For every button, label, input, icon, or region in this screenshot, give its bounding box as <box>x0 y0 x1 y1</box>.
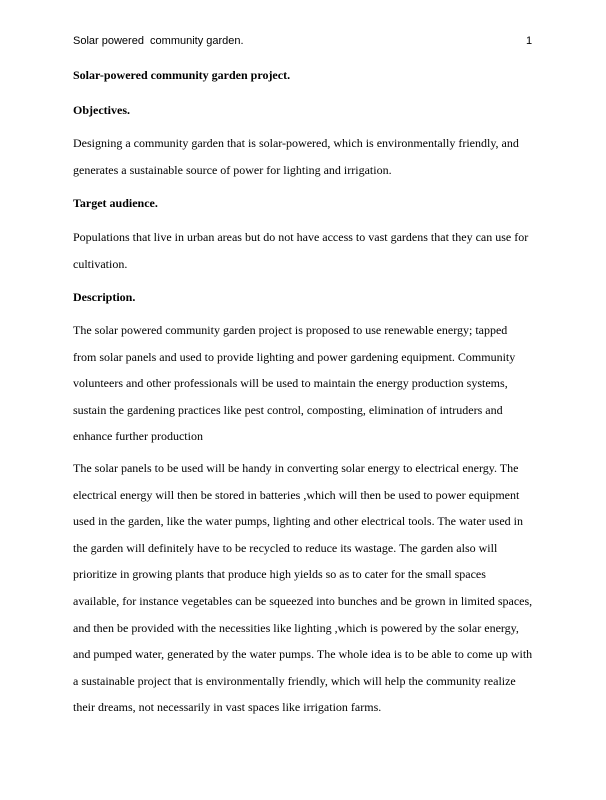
description-paragraph-1: The solar powered community garden project is proposed to use renewable energy; tapped from solar panels and used to provide lighting and power gardening equipment. Community volunteers and other professionals will be used to maintain the energy production systems, sustain the gardening practices like pest control, composting, elimination of intruders and enhance further production <box>73 323 516 444</box>
running-head: Solar powered community garden. <box>73 35 244 47</box>
target-audience-paragraph: Populations that live in urban areas but do not have access to vast gardens that they can use for cultivation. <box>73 230 529 271</box>
objectives-paragraph: Designing a community garden that is solar-powered, which is environmentally friendly, and generates a sustainable source of power for lighting and irrigation. <box>73 136 519 177</box>
page-number: 1 <box>526 35 533 47</box>
heading-target-audience: Target audience. <box>73 196 158 210</box>
description-paragraph-2: The solar panels to be used will be handy in converting solar energy to electrical energy. The electrical energy will then be stored in batteries ,which will then be used to power equipment used in the garden, like the water pumps, lighting and other electrical tools. The water used in the garden will definitely have to be recycled to reduce its wastage. The garden also will prioritize in growing plants that produce high yields so as to cater for the small spaces available, for instance vegetables can be squeezed into bunches and be grown in limited spaces, and then be provided with the necessities like lighting ,which is powered by the solar energy, and pumped water, generated by the water pumps. The whole idea is to be able to come up with a sustainable project that is environmentally friendly, which will help the community realize their dreams, not necessarily in vast spaces like irrigation farms. <box>73 461 533 715</box>
document-title: Solar-powered community garden project. <box>73 68 291 82</box>
heading-description: Description. <box>73 290 136 304</box>
heading-objectives: Objectives. <box>73 103 130 117</box>
